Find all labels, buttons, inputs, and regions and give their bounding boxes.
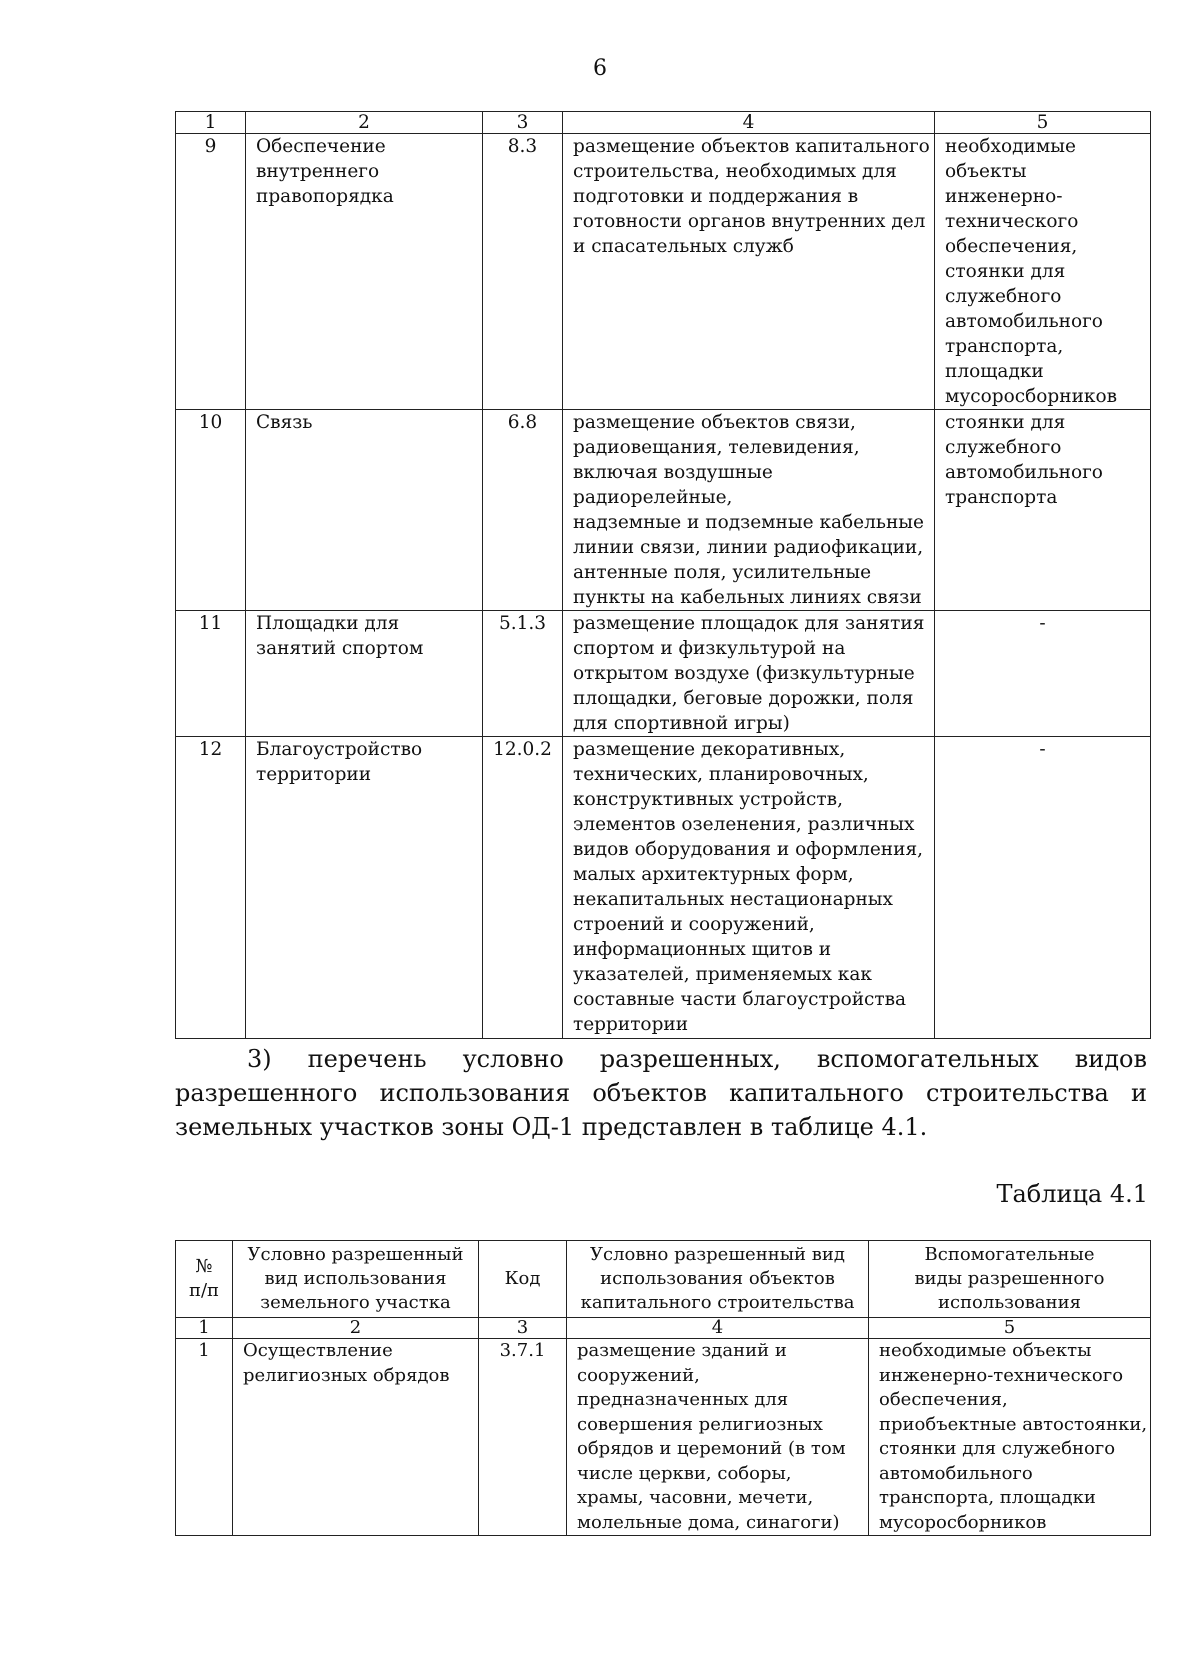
row-number: 10	[176, 410, 246, 611]
auxiliary-uses: -	[935, 611, 1151, 737]
auxiliary-uses: необходимые объекты инженерно-технического обеспечения, приобъектные автостоянки, стоянки для служебного автомобильного транспорта, площадки мусоросборников	[869, 1339, 1151, 1536]
table-row	[176, 737, 1151, 1039]
column-number: 1	[176, 112, 246, 134]
table-row	[176, 134, 1151, 410]
column-number-row	[176, 1318, 1151, 1339]
table-row	[176, 611, 1151, 737]
use-type-name: Связь	[246, 410, 483, 611]
use-description: размещение площадок для занятия спортом и физкультурой на открытом воздухе (физкультурные площадки, беговые дорожки, поля для спортивной игры)	[563, 611, 935, 737]
body-paragraph: 3) перечень условно разрешенных, вспомогательных видов разрешенного использования объектов капитального строительства и земельных участков зоны ОД-1 представлен в таблице 4.1.	[175, 1045, 1147, 1141]
header-construction-use: Условно разрешенный вид использования объектов капитального строительства	[567, 1241, 869, 1318]
column-number: 4	[567, 1318, 869, 1339]
column-number: 5	[869, 1318, 1151, 1339]
column-number: 5	[935, 112, 1151, 134]
column-number: 2	[246, 112, 483, 134]
use-code: 12.0.2	[483, 737, 563, 1039]
row-number: 11	[176, 611, 246, 737]
conditional-use-table	[175, 1240, 1151, 1536]
column-number: 3	[483, 112, 563, 134]
use-type-name: Обеспечение внутреннего правопорядка	[246, 134, 483, 410]
row-number: 1	[176, 1339, 233, 1536]
use-type-name: Осуществление религиозных обрядов	[233, 1339, 479, 1536]
use-code: 8.3	[483, 134, 563, 410]
use-code: 3.7.1	[479, 1339, 567, 1536]
auxiliary-uses: -	[935, 737, 1151, 1039]
page-number: 6	[593, 56, 607, 81]
row-number: 12	[176, 737, 246, 1039]
use-description: размещение объектов капитального строительства, необходимых для подготовки и поддержания в готовности органов внутренних дел и спасательных служб	[563, 134, 935, 410]
table-row	[176, 410, 1151, 611]
auxiliary-uses: необходимые объекты инженерно- технического обеспечения, стоянки для служебного автомобильного транспорта, площадки мусоросборников	[935, 134, 1151, 410]
row-number: 9	[176, 134, 246, 410]
use-description: размещение зданий и сооружений, предназначенных для совершения религиозных обрядов и церемоний (в том числе церкви, соборы, храмы, часовни, мечети, молельные дома, синагоги)	[567, 1339, 869, 1536]
land-use-table-continued	[175, 111, 1151, 1039]
table-row	[176, 1339, 1151, 1536]
header-code: Код	[479, 1241, 567, 1318]
use-code: 5.1.3	[483, 611, 563, 737]
use-description: размещение декоративных, технических, планировочных, конструктивных устройств, элементов озеленения, различных видов оборудования и оформления, малых архитектурных форм, некапитальных нестационарных строений и сооружений, информационных щитов и указателей, применяемых как составные части благоустройства территории	[563, 737, 935, 1039]
auxiliary-uses: стоянки для служебного автомобильного транспорта	[935, 410, 1151, 611]
use-type-name: Благоустройство территории	[246, 737, 483, 1039]
use-code: 6.8	[483, 410, 563, 611]
column-number: 4	[563, 112, 935, 134]
header-num: № п/п	[176, 1241, 233, 1318]
header-auxiliary: Вспомогательные виды разрешенного использования	[869, 1241, 1151, 1318]
column-number: 1	[176, 1318, 233, 1339]
header-land-use: Условно разрешенный вид использования земельного участка	[233, 1241, 479, 1318]
column-number-row	[176, 112, 1151, 134]
column-number: 2	[233, 1318, 479, 1339]
table-caption: Таблица 4.1	[996, 1180, 1148, 1208]
table-header-row	[176, 1241, 1151, 1318]
use-description: размещение объектов связи, радиовещания, телевидения, включая воздушные радиорелейные, надземные и подземные кабельные линии связи, линии радиофикации, антенные поля, усилительные пункты на кабельных линиях связи	[563, 410, 935, 611]
column-number: 3	[479, 1318, 567, 1339]
use-type-name: Площадки для занятий спортом	[246, 611, 483, 737]
